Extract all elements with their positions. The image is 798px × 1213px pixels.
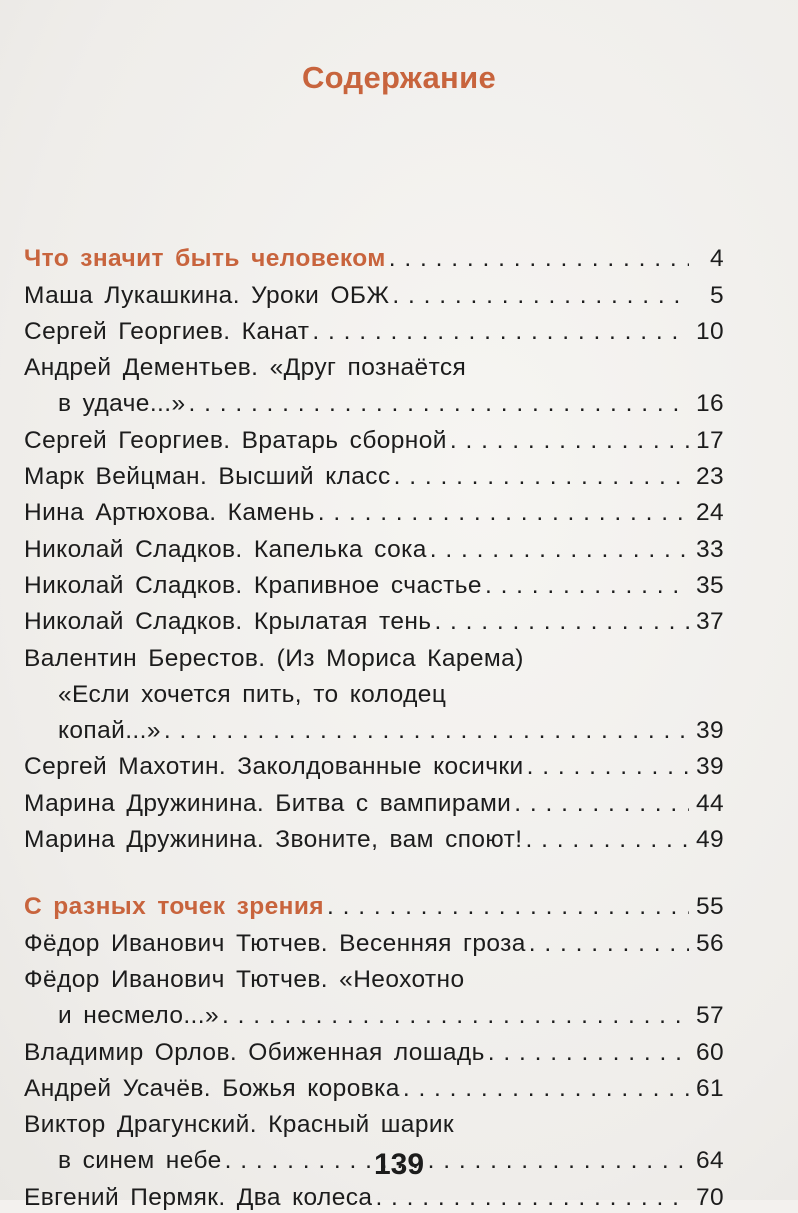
dot-leader bbox=[389, 244, 689, 274]
dot-leader bbox=[394, 462, 689, 492]
entry-page-number: 60 bbox=[695, 1038, 724, 1066]
dot-leader bbox=[188, 389, 689, 419]
entry-title: Николай Сладков. Капелька сока bbox=[24, 535, 427, 563]
dot-leader bbox=[514, 789, 689, 819]
page-title: Содержание bbox=[302, 60, 496, 95]
entry-page-number: 24 bbox=[695, 499, 724, 527]
entry-page-number: 16 bbox=[695, 390, 724, 418]
toc-entry bbox=[24, 746, 724, 782]
dot-leader bbox=[403, 1074, 689, 1104]
entry-page-number: 39 bbox=[695, 753, 724, 781]
entry-title: Марина Дружинина. Звоните, вам споют! bbox=[24, 826, 523, 854]
toc-entry bbox=[24, 419, 724, 455]
entry-page-number: 4 bbox=[709, 245, 724, 273]
entry-title: Фёдор Иванович Тютчев. Весенняя гроза bbox=[24, 929, 526, 957]
section-heading bbox=[24, 886, 724, 922]
entry-title: Владимир Орлов. Обиженная лошадь bbox=[24, 1038, 485, 1066]
toc-entry bbox=[24, 674, 724, 710]
toc-entry bbox=[24, 637, 724, 673]
dot-leader bbox=[430, 535, 689, 565]
entry-title: Марина Дружинина. Битва с вампирами bbox=[24, 789, 512, 817]
toc-entry bbox=[24, 710, 724, 746]
entry-page-number: 49 bbox=[695, 826, 724, 854]
toc-entry bbox=[24, 456, 724, 492]
entry-page-number: 17 bbox=[695, 426, 724, 454]
entry-page-number: 64 bbox=[695, 1147, 724, 1175]
dot-leader bbox=[527, 752, 689, 782]
entry-title: Виктор Драгунский. Красный шарик bbox=[24, 1111, 455, 1139]
entry-page-number: 33 bbox=[695, 535, 724, 563]
entry-page-number: 44 bbox=[695, 789, 724, 817]
table-of-contents bbox=[24, 238, 724, 1213]
entry-title: Николай Сладков. Крапивное счастье bbox=[24, 571, 482, 599]
toc-entry bbox=[24, 819, 724, 855]
toc-entry bbox=[24, 995, 724, 1031]
entry-title: Сергей Махотин. Заколдованные косички bbox=[24, 753, 524, 781]
page-number: 139 bbox=[373, 1148, 425, 1181]
dot-leader bbox=[327, 892, 689, 922]
entry-title: в синем небе bbox=[58, 1147, 222, 1175]
entry-page-number: 61 bbox=[695, 1074, 724, 1102]
entry-page-number: 56 bbox=[695, 929, 724, 957]
entry-title: Валентин Берестов. (Из Мориса Карема) bbox=[24, 644, 524, 672]
toc-entry bbox=[24, 1104, 724, 1140]
toc-entry bbox=[24, 959, 724, 995]
entry-page-number: 35 bbox=[695, 571, 724, 599]
entry-title: Сергей Георгиев. Канат bbox=[24, 317, 310, 345]
toc-entry bbox=[24, 601, 724, 637]
entry-page-number: 57 bbox=[695, 1002, 724, 1030]
toc-entry bbox=[24, 565, 724, 601]
entry-title: Фёдор Иванович Тютчев. «Неохотно bbox=[24, 965, 465, 993]
entry-title: Марк Вейцман. Высший класс bbox=[24, 463, 391, 491]
dot-leader bbox=[318, 498, 689, 528]
toc-entry bbox=[24, 1031, 724, 1067]
toc-entry bbox=[24, 922, 724, 958]
entry-title: и несмело...» bbox=[58, 1002, 219, 1030]
entry-title: в удаче...» bbox=[58, 390, 186, 418]
toc-entry bbox=[24, 1068, 724, 1104]
entry-title: Сергей Георгиев. Вратарь сборной bbox=[24, 426, 447, 454]
entry-title: С разных точек зрения bbox=[24, 893, 324, 921]
entry-title: Что значит быть человеком bbox=[24, 245, 386, 273]
entry-title: Маша Лукашкина. Уроки ОБЖ bbox=[24, 281, 390, 309]
dot-leader bbox=[164, 716, 689, 746]
entry-page-number: 10 bbox=[695, 317, 724, 345]
dot-leader bbox=[526, 825, 689, 855]
entry-page-number: 55 bbox=[695, 893, 724, 921]
dot-leader bbox=[392, 281, 689, 311]
entry-title: копай...» bbox=[58, 717, 161, 745]
dot-leader bbox=[375, 1183, 689, 1213]
entry-title: Николай Сладков. Крылатая тень bbox=[24, 608, 432, 636]
toc-entry bbox=[24, 492, 724, 528]
toc-entry bbox=[24, 311, 724, 347]
entry-page-number: 23 bbox=[695, 463, 724, 491]
entry-page-number: 39 bbox=[695, 717, 724, 745]
entry-title: Андрей Усачёв. Божья коровка bbox=[24, 1074, 400, 1102]
toc-entry bbox=[24, 274, 724, 310]
dot-leader bbox=[529, 929, 689, 959]
dot-leader bbox=[222, 1001, 689, 1031]
dot-leader bbox=[488, 1038, 689, 1068]
toc-entry bbox=[24, 383, 724, 419]
section-heading bbox=[24, 238, 724, 274]
entry-title: Нина Артюхова. Камень bbox=[24, 499, 315, 527]
dot-leader bbox=[434, 607, 689, 637]
entry-page-number: 37 bbox=[695, 608, 724, 636]
entry-title: Евгений Пермяк. Два колеса bbox=[24, 1183, 373, 1211]
entry-title: «Если хочется пить, то колодец bbox=[58, 680, 447, 708]
dot-leader bbox=[485, 571, 689, 601]
toc-entry bbox=[24, 347, 724, 383]
dot-leader bbox=[450, 426, 689, 456]
dot-leader bbox=[312, 317, 689, 347]
entry-title: Андрей Дементьев. «Друг познаётся bbox=[24, 354, 467, 382]
entry-page-number: 70 bbox=[695, 1183, 724, 1211]
toc-entry bbox=[24, 782, 724, 818]
toc-entry bbox=[24, 528, 724, 564]
entry-page-number: 5 bbox=[709, 281, 724, 309]
